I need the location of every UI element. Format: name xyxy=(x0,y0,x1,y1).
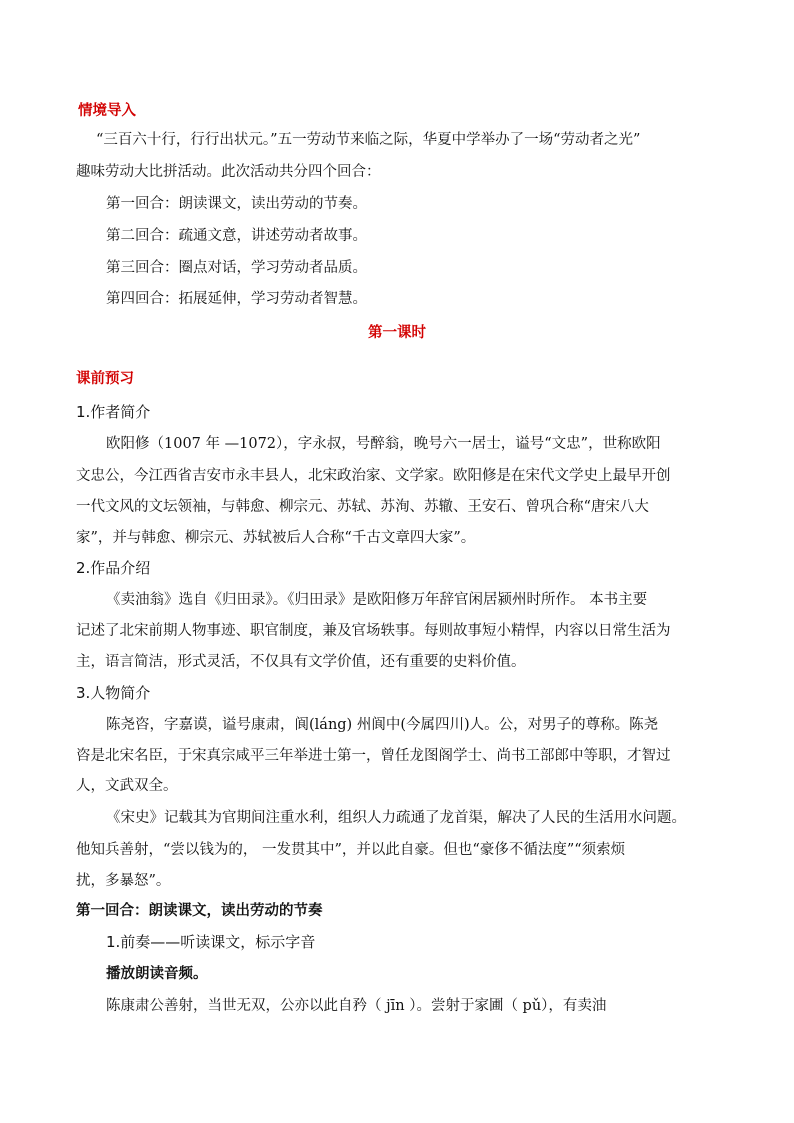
person-line: 咨是北宋名臣，于宋真宗咸平三年举进士第一，曾任龙图阁学士、尚书工部郎中等职，才智过 xyxy=(76,748,671,764)
work-line: 主，语言简洁，形式灵活，不仅具有文学价值，还有重要的史料价值。 xyxy=(76,654,526,670)
preview-heading: 课前预习 xyxy=(76,371,134,387)
intro-para-line: “三百六十行，行行出状元。”五一劳动节来临之际，华夏中学举办了一场“劳动者之光” xyxy=(96,132,641,148)
person-section-title: 3.人物简介 xyxy=(76,684,151,702)
round1-heading: 第一回合：朗读课文，读出劳动的节奏 xyxy=(76,903,323,919)
round-item: 第二回合：疏通文意，讲述劳动者故事。 xyxy=(106,228,367,244)
history-line: 他知兵善射，“尝以钱为的， 一发贯其中”，并以此自豪。但也“豪侈不循法度”“须索烦 xyxy=(76,842,626,858)
history-line: 《宋史》记载其为官期间注重水利，组织人力疏通了龙首渠，解决了人民的生活用水问题。 xyxy=(106,810,686,826)
work-line: 记述了北宋前期人物事迹、职官制度，兼及官场轶事。每则故事短小精悍，内容以日常生活为 xyxy=(76,623,671,639)
work-section-title: 2.作品介绍 xyxy=(76,559,151,577)
round1-step: 1.前奏——听读课文，标示字音 xyxy=(106,933,316,951)
author-section-title: 1.作者简介 xyxy=(76,403,151,421)
round-item: 第四回合：拓展延伸，学习劳动者智慧。 xyxy=(106,291,367,307)
work-line: 《卖油翁》选自《归田录》。《归田录》是欧阳修万年辞官闲居颍州时所作。 本书主要 xyxy=(106,592,648,608)
history-line: 扰，多暴怒”。 xyxy=(76,873,171,889)
person-line: 人，文武双全。 xyxy=(76,778,178,794)
round-item: 第一回合：朗读课文，读出劳动的节奏。 xyxy=(106,196,367,212)
person-line: 陈尧咨，字嘉谟，谥号康肃，阆(láng) 州阆中(今属四川)人。公，对男子的尊称。陈尧 xyxy=(106,717,659,733)
author-line: 一代文风的文坛领袖，与韩愈、柳宗元、苏轼、苏洵、苏辙、王安石、曾巩合称“唐宋八大 xyxy=(76,499,649,515)
author-line: 家”，并与韩愈、柳宗元、苏轼被后人合称“千古文章四大家”。 xyxy=(76,530,476,546)
intro-para-line: 趣味劳动大比拼活动。此次活动共分四个回合： xyxy=(76,164,381,180)
lesson-title: 第一课时 xyxy=(368,325,426,341)
intro-heading: 情境导入 xyxy=(78,103,136,119)
author-line: 欧阳修（1007 年 —1072），字永叔，号醉翁，晚号六一居士，谥号“文忠”，世称欧阳 xyxy=(106,436,661,452)
round-item: 第三回合：圈点对话，学习劳动者品质。 xyxy=(106,260,367,276)
play-audio-note: 播放朗读音频。 xyxy=(106,966,208,982)
author-line: 文忠公，今江西省吉安市永丰县人，北宋政治家、文学家。欧阳修是在宋代文学史上最早开创 xyxy=(76,468,671,484)
text-line: 陈康肃公善射，当世无双，公亦以此自矜（ jīn ）。尝射于家圃（ pǔ），有卖油 xyxy=(106,998,607,1014)
